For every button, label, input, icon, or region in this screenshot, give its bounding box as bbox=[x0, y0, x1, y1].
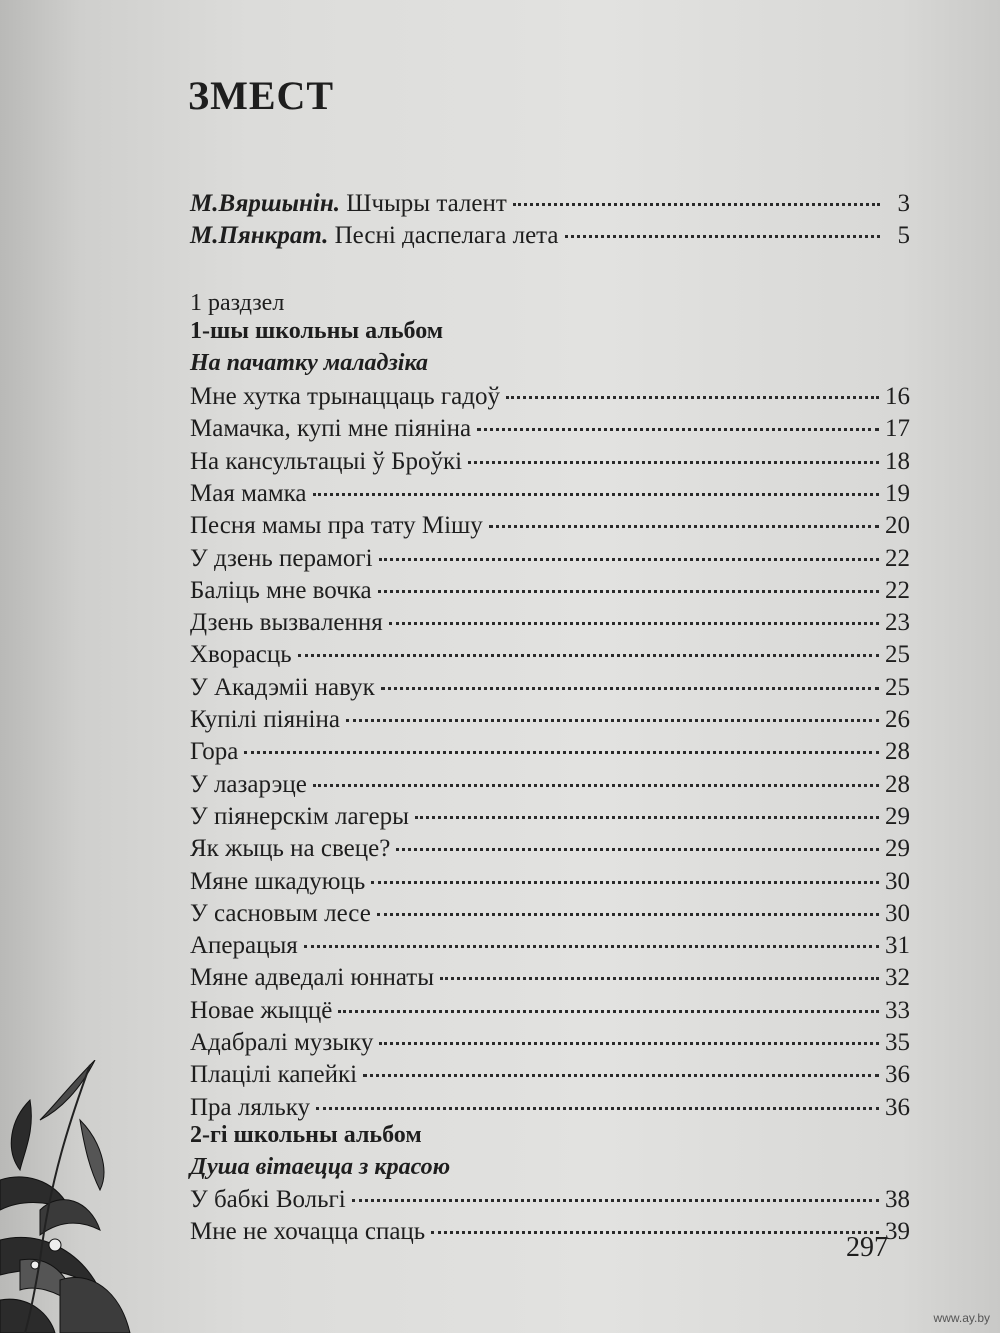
album-subtitle: На пачатку маладзіка bbox=[190, 350, 429, 376]
toc-row bbox=[190, 1186, 910, 1214]
album-heading: 1-шы школьны альбом bbox=[190, 318, 444, 344]
dot-leader bbox=[316, 1107, 879, 1110]
dot-leader bbox=[377, 913, 879, 916]
toc-row bbox=[190, 1218, 910, 1246]
toc-page: 29 bbox=[885, 835, 910, 863]
dot-leader bbox=[352, 1199, 879, 1202]
toc-page: 33 bbox=[885, 996, 910, 1024]
dot-leader bbox=[415, 816, 879, 819]
toc-title: Дзень вызвалення bbox=[190, 609, 383, 637]
toc-page: 16 bbox=[885, 383, 910, 410]
toc-row bbox=[190, 448, 910, 476]
dot-leader bbox=[513, 203, 880, 206]
toc-row bbox=[190, 1029, 910, 1057]
toc-page: 28 bbox=[885, 738, 910, 766]
dot-leader bbox=[506, 396, 879, 399]
toc-page: 23 bbox=[885, 609, 910, 637]
toc-page: 35 bbox=[885, 1029, 910, 1056]
toc-row bbox=[190, 868, 910, 896]
toc-title: Аперацыя bbox=[190, 932, 298, 960]
page-number: 297 bbox=[846, 1232, 888, 1263]
dot-leader bbox=[313, 493, 879, 496]
toc-row bbox=[190, 900, 910, 928]
toc-row bbox=[190, 545, 910, 573]
toc-row bbox=[190, 771, 910, 799]
toc-row bbox=[190, 415, 910, 443]
dot-leader bbox=[489, 525, 879, 528]
dot-leader bbox=[477, 428, 879, 431]
dot-leader bbox=[338, 1010, 879, 1013]
dot-leader bbox=[389, 622, 879, 625]
toc-row bbox=[190, 609, 910, 637]
toc-title: У піянерскім лагеры bbox=[190, 802, 409, 830]
toc-title: Пра ляльку bbox=[190, 1093, 311, 1121]
toc-row bbox=[190, 641, 910, 669]
toc-title: Адабралі музыку bbox=[190, 1029, 374, 1056]
toc-title: На кансультацыі ў Броўкі bbox=[190, 447, 463, 475]
toc-page: 25 bbox=[885, 673, 910, 701]
toc-page: 22 bbox=[885, 576, 910, 604]
dot-leader bbox=[396, 848, 879, 851]
dot-leader bbox=[431, 1231, 879, 1234]
toc-row bbox=[190, 222, 910, 250]
toc-title: Хворасць bbox=[190, 641, 292, 669]
toc-row bbox=[190, 997, 910, 1025]
toc-title: Мамачка, купі мне піяніна bbox=[190, 415, 472, 443]
toc-title: У дзень перамогі bbox=[190, 544, 373, 572]
toc-title: Купілі піяніна bbox=[190, 706, 340, 733]
toc-title: Плацілі капейкі bbox=[190, 1061, 358, 1089]
dot-leader bbox=[440, 977, 879, 980]
floral-ornament-icon bbox=[0, 1060, 160, 1333]
toc-page: 26 bbox=[885, 706, 910, 733]
toc-page: 31 bbox=[885, 932, 910, 960]
dot-leader bbox=[363, 1074, 879, 1077]
toc-title: Мяне шкадуюць bbox=[190, 867, 366, 895]
toc-title: У сасновым лесе bbox=[190, 899, 371, 927]
toc-title: У лазарэце bbox=[190, 770, 307, 798]
watermark: www.ay.by bbox=[933, 1311, 990, 1325]
toc-title: Мне не хочацца спаць bbox=[190, 1218, 426, 1245]
toc-title: Гора bbox=[190, 738, 239, 766]
toc-page: 20 bbox=[885, 512, 910, 540]
toc-row bbox=[190, 738, 910, 766]
toc-title: Шчыры талент bbox=[346, 190, 507, 217]
toc-row bbox=[190, 1061, 910, 1089]
dot-leader bbox=[298, 654, 879, 657]
toc-title: Мяне адведалі юннаты bbox=[190, 964, 435, 992]
toc-page: 29 bbox=[885, 802, 910, 830]
dot-leader bbox=[346, 719, 879, 722]
toc-page: 19 bbox=[885, 479, 910, 507]
album-heading: 2-гі школьны альбом bbox=[190, 1122, 422, 1148]
toc-page: 30 bbox=[885, 899, 910, 927]
toc-page: 28 bbox=[885, 770, 910, 798]
toc-row bbox=[190, 480, 910, 508]
toc-row bbox=[190, 964, 910, 992]
toc-page: 30 bbox=[885, 867, 910, 895]
toc-title: Баліць мне вочка bbox=[190, 576, 372, 604]
toc-author: М.Вяршынін. bbox=[190, 190, 340, 217]
toc-row bbox=[190, 1094, 910, 1122]
toc-title: Песня мамы пра тату Мішу bbox=[190, 512, 483, 540]
toc-page: 39 bbox=[885, 1218, 910, 1245]
toc-row bbox=[190, 803, 910, 831]
toc-title: Мне хутка трынаццаць гадоў bbox=[190, 383, 500, 410]
toc-row bbox=[190, 383, 910, 411]
toc-page: 38 bbox=[885, 1186, 910, 1213]
dot-leader bbox=[565, 235, 880, 238]
dot-leader bbox=[304, 945, 879, 948]
page-title: ЗМЕСТ bbox=[188, 73, 335, 118]
toc-page: 17 bbox=[885, 415, 910, 443]
toc-title: У Акадэміі навук bbox=[190, 673, 375, 701]
dot-leader bbox=[468, 461, 879, 464]
toc-row bbox=[190, 512, 910, 540]
dot-leader bbox=[244, 751, 879, 754]
album-subtitle: Душа вітаецца з красою bbox=[190, 1154, 451, 1180]
toc-page: 22 bbox=[885, 544, 910, 572]
dot-leader bbox=[378, 590, 879, 593]
toc-page: 3 bbox=[897, 190, 910, 217]
toc-page: 32 bbox=[885, 964, 910, 992]
toc-title: Новае жыццё bbox=[190, 996, 333, 1024]
toc-page: 18 bbox=[885, 447, 910, 475]
toc-page: 25 bbox=[885, 641, 910, 669]
toc-title: Як жыць на свеце? bbox=[190, 835, 391, 863]
toc-title: У бабкі Вольгі bbox=[190, 1186, 346, 1213]
toc-page: 36 bbox=[885, 1061, 910, 1089]
bleed-through-text bbox=[590, 55, 890, 170]
toc-page: 36 bbox=[885, 1093, 910, 1121]
toc-title: Мая мамка bbox=[190, 479, 307, 507]
toc-author: М.Пянкрат. bbox=[190, 222, 329, 249]
toc-row bbox=[190, 932, 910, 960]
toc-row bbox=[190, 577, 910, 605]
toc-row bbox=[190, 706, 910, 734]
toc-row bbox=[190, 674, 910, 702]
toc-row bbox=[190, 190, 910, 218]
dot-leader bbox=[313, 784, 879, 787]
dot-leader bbox=[379, 558, 879, 561]
dot-leader bbox=[379, 1042, 879, 1045]
dot-leader bbox=[381, 687, 879, 690]
toc-page: 5 bbox=[897, 222, 910, 249]
section-label: 1 раздзел bbox=[190, 290, 285, 316]
toc-title: Песні даспелага лета bbox=[334, 222, 559, 249]
toc-row bbox=[190, 835, 910, 863]
dot-leader bbox=[371, 881, 879, 884]
